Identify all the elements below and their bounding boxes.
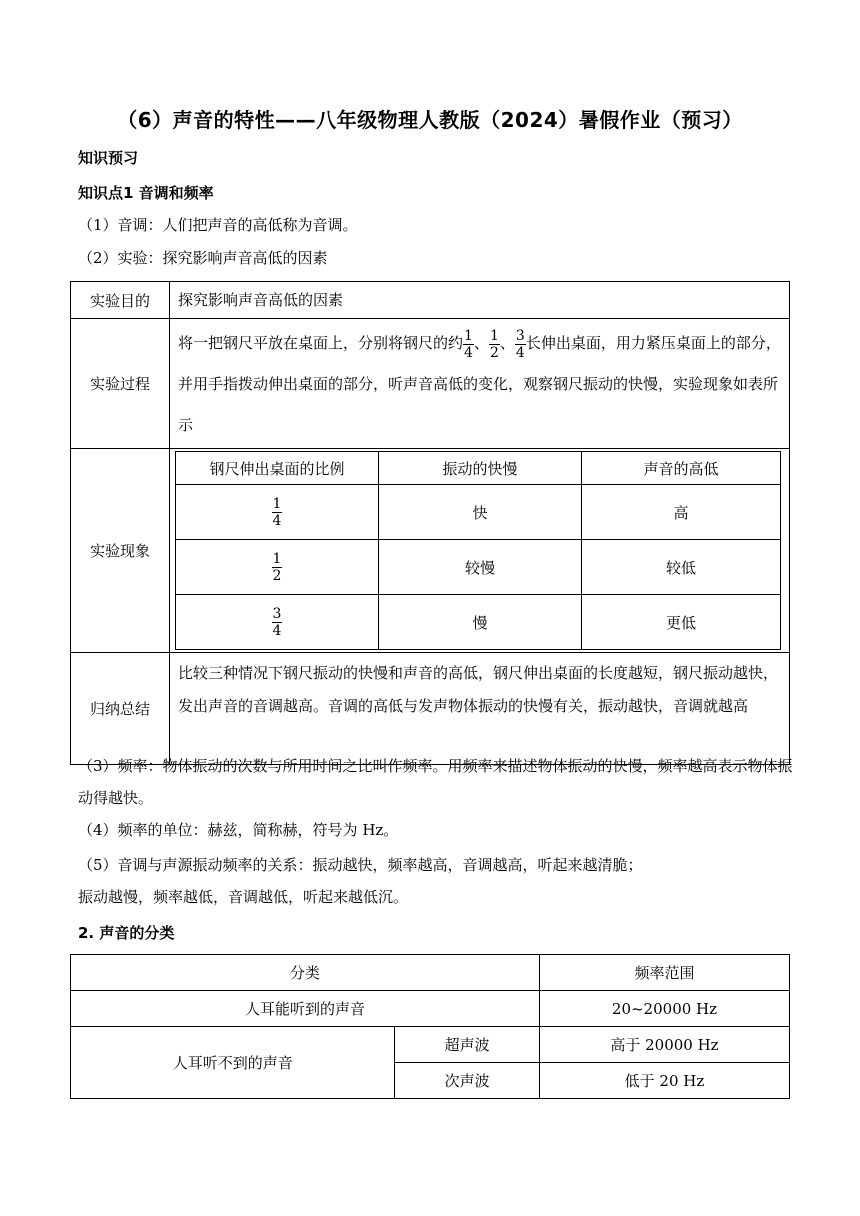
separator: 、 [473,334,489,352]
page-title: （6）声音的特性——八年级物理人教版（2024）暑假作业（预习） [117,108,743,132]
paragraph-frequency: （3）频率：物体振动的次数与所用时间之比叫作频率。用频率来描述物体振动的快慢，频率越高表示物体振动得越快。 [78,757,793,807]
infrasound-label: 次声波 [395,1063,540,1099]
audible-label: 人耳能听到的声音 [71,991,540,1027]
ultrasound-range: 高于 20000 Hz [539,1027,789,1063]
table-row [176,485,781,540]
paragraph-frequency-unit: （4）频率的单位：赫兹，简称赫，符号为 Hz。 [78,821,399,839]
knowledge-point-2-heading: 2. 声音的分类 [78,924,175,942]
inner-header-ratio: 钢尺伸出桌面的比例 [176,452,379,485]
inner-header-speed: 振动的快慢 [379,452,582,485]
paragraph-experiment-title: （2）实验：探究影响声音高低的因素 [78,249,328,267]
speed-cell: 较慢 [379,540,582,595]
knowledge-point-1-heading: 知识点1 音调和频率 [78,184,214,202]
ratio-cell: $\frac{1}{4}$ [176,485,379,540]
inner-header-pitch: 声音的高低 [582,452,781,485]
audible-range: 20~20000 Hz [539,991,789,1027]
header-class: 分类 [71,955,540,991]
sound-classification-table [70,954,790,1099]
infrasound-range: 低于 20 Hz [539,1063,789,1099]
table-row [176,595,781,650]
ratio-cell: $\frac{1}{2}$ [176,540,379,595]
paragraph-relation-2: 振动越慢，频率越低，音调越低，听起来越低沉。 [78,888,409,906]
header-range: 频率范围 [539,955,789,991]
pitch-cell: 更低 [582,595,781,650]
summary-text: 比较三种情况下钢尺振动的快慢和声音的高低，钢尺伸出桌面的长度越短，钢尺振动越快，发出声音的音调越高。音调的高低与发声物体振动的快慢有关，振动越快，音调就越高 [170,653,790,765]
phenomenon-table [175,451,781,650]
fraction-three-quarters: $\frac{3}{4}$ [515,327,525,361]
process-text-post: 长伸出桌面，用力紧压桌面上的部分，并用手指拨动伸出桌面的部分，听声音高低的变化，观察钢尺振动的快慢，实验现象如表所示 [178,334,781,434]
ratio-cell: $\frac{3}{4}$ [176,595,379,650]
summary-label: 归纳总结 [71,653,170,765]
ultrasound-label: 超声波 [395,1027,540,1063]
speed-cell: 慢 [379,595,582,650]
process-text [170,319,790,449]
phenomenon-label: 实验现象 [71,449,170,653]
paragraph-relation-1: （5）音调与声源振动频率的关系：振动越快，频率越高，音调越高，听起来越清脆； [78,856,643,874]
inaudible-label: 人耳听不到的声音 [71,1027,395,1099]
pitch-cell: 较低 [582,540,781,595]
purpose-text: 探究影响声音高低的因素 [170,282,790,319]
process-label: 实验过程 [71,319,170,449]
table-row [176,540,781,595]
speed-cell: 快 [379,485,582,540]
separator: 、 [499,334,515,352]
fraction-one-quarter: $\frac{1}{4}$ [464,327,473,361]
paragraph-pitch-definition: （1）音调：人们把声音的高低称为音调。 [78,216,358,234]
fraction-one-half: $\frac{1}{2}$ [489,327,499,361]
phenomenon-cell [170,449,790,653]
pitch-cell: 高 [582,485,781,540]
purpose-label: 实验目的 [71,282,170,319]
section-heading: 知识预习 [78,149,139,167]
experiment-table [70,281,790,765]
process-text-pre: 将一把钢尺平放在桌面上，分别将钢尺的约 [178,334,464,352]
